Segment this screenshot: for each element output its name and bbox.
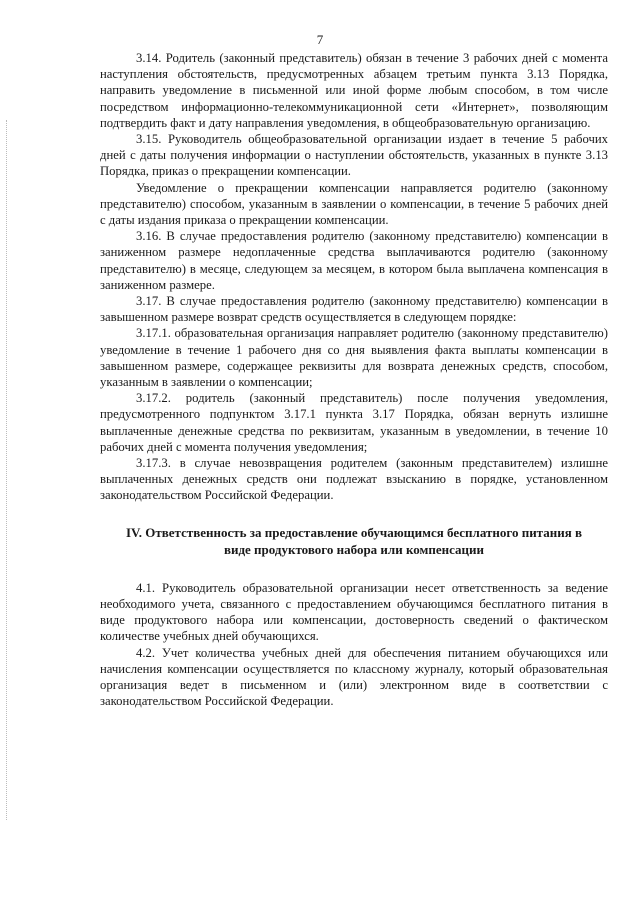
paragraph-3-15: 3.15. Руководитель общеобразовательной организации издает в течение 5 рабочих дней с даты получения информации о наступлении обстоятельств, указанных в пункте 3.13 Порядка, приказ о прекращении компенсации. (100, 132, 608, 179)
paragraph-3-14: 3.14. Родитель (законный представитель) обязан в течение 3 рабочих дней с момента наступления обстоятельств, предусмотренных абзацем третьим пункта 3.13 Порядка, направить уведомление в письменной или иной форме любым способом, в том числе посредством информационно-телекоммуникационной сети «Интернет», позволяющим подтвердить факт и дату направления уведомления, в общеобразовательную организацию. (100, 51, 608, 130)
paragraph-3-16: 3.16. В случае предоставления родителю (законному представителю) компенсации в заниженном размере недоплаченные средства выплачиваются родителю (законному представителю) в месяце, следующем за месяцем, в котором была выплачена компенсация в заниженном размере. (100, 229, 608, 292)
page-number: 7 (316, 32, 324, 47)
paragraph-3-17-2: 3.17.2. родитель (законный представитель) после получения уведомления, предусмотренного подпунктом 3.17.1 пункта 3.17 Порядка, обязан вернуть излишне выплаченные денежные средства по реквизитам, указанным в уведомлении, в течение 10 рабочих дней с момента получения уведомления; (100, 391, 608, 454)
paragraph-4-1: 4.1. Руководитель образовательной организации несет ответственность за ведение необходимого учета, связанного с предоставлением обучающимся бесплатного питания в виде продуктового набора или компенсации, достоверность сведений о фактическом количестве учебных дней обучающихся. (100, 580, 608, 644)
paragraph-3-17-3: 3.17.3. в случае невозвращения родителем (законным представителем) излишне выплаченных денежных средств они подлежат взысканию в порядке, установленном законодательством Российской Федерации. (100, 456, 608, 503)
paragraph-4-2: 4.2. Учет количества учебных дней для обеспечения питанием обучающихся или начисления компенсации осуществляется по классному журналу, который образовательная организация ведет в письменном и (или) электронном виде в соответствии с законодательством Российской Федерации. (100, 645, 608, 709)
paragraph-3-15-notice: Уведомление о прекращении компенсации направляется родителю (законному представителю) способом, указанным в заявлении о компенсации, в течение 5 рабочих дней с даты издания приказа о прекращении компенсации. (100, 180, 608, 228)
paragraph-3-17: 3.17. В случае предоставления родителю (законному представителю) компенсации в завышенном размере возврат средств осуществляется в следующем порядке: (100, 294, 608, 325)
section-heading-iv: IV. Ответственность за предоставление обучающимся бесплатного питания в виде продуктового набора или компенсации (125, 524, 583, 557)
document-body (100, 50, 608, 709)
scan-margin-mark (6, 120, 8, 820)
paragraph-3-17-1: 3.17.1. образовательная организация направляет родителю (законному представителю) уведомление в течение 1 рабочего дня со дня выявления факта выплаты компенсации в завышенном размере, содержащее реквизиты для возврата денежных средств, способом, указанным в заявлении о компенсации; (100, 326, 608, 390)
